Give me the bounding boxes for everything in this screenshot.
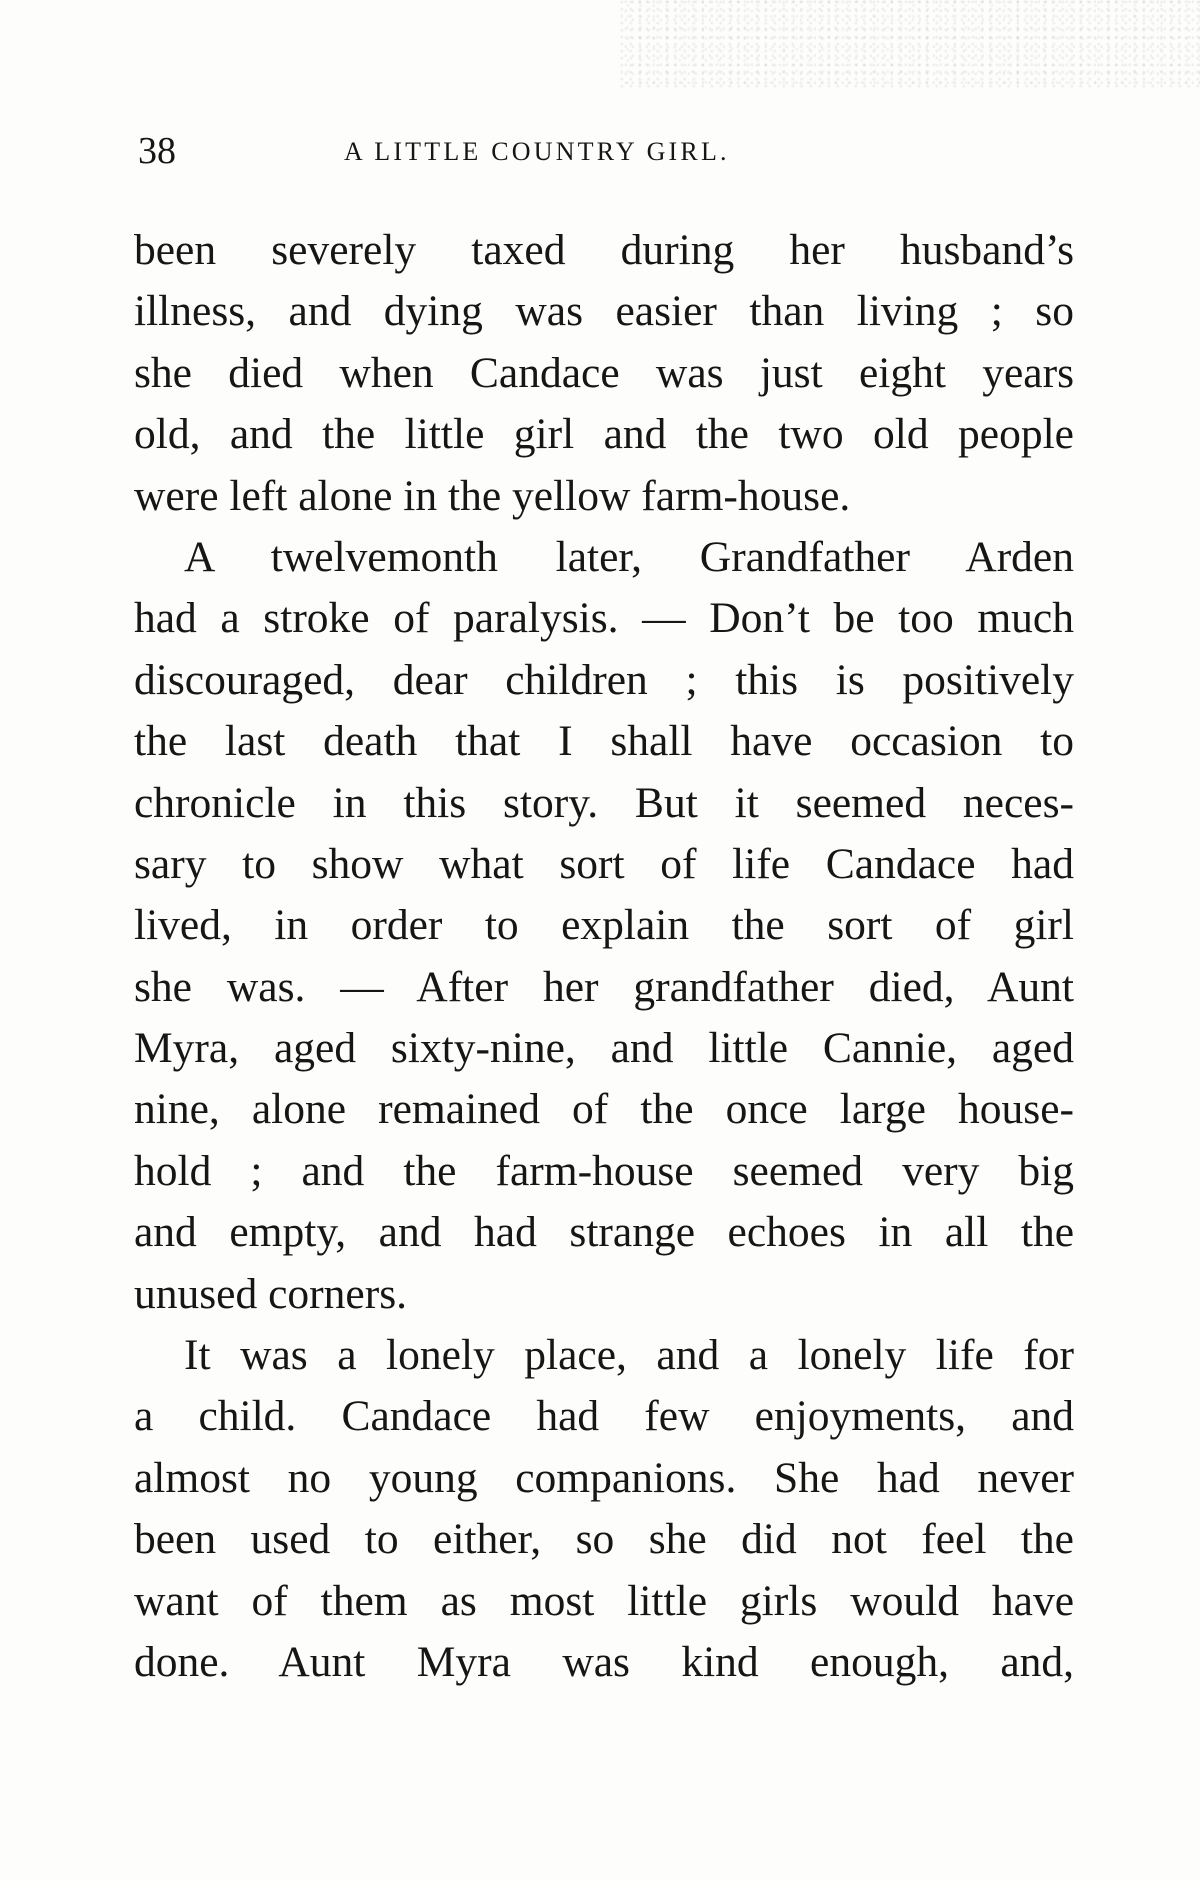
text-line: want of them as most little girls would have	[134, 1576, 1074, 1625]
text-line: sary to show what sort of life Candace had	[134, 839, 1074, 888]
page-number: 38	[138, 130, 176, 172]
text-line: illness, and dying was easier than living ; so	[134, 287, 1074, 336]
text-line: unused corners.	[134, 1269, 408, 1318]
text-line: lived, in order to explain the sort of girl	[134, 901, 1074, 950]
text-line: been severely taxed during her husband’s	[134, 226, 1074, 274]
text-line: the last death that I shall have occasion to	[134, 717, 1074, 766]
text-line: chronicle in this story. But it seemed neces-	[134, 778, 1074, 827]
text-line: almost no young companions. She had never	[134, 1453, 1074, 1502]
paper-speckle-decoration	[620, 0, 1200, 90]
text-line: she was. — After her grandfather died, Aunt	[134, 962, 1074, 1011]
text-line: Myra, aged sixty-nine, and little Cannie, aged	[134, 1024, 1074, 1073]
text-line: done. Aunt Myra was kind enough, and,	[134, 1637, 1074, 1686]
text-line: had a stroke of paralysis. — Don’t be too much	[134, 594, 1074, 643]
text-line: hold ; and the farm-house seemed very big	[134, 1146, 1074, 1195]
page-header	[138, 128, 1078, 174]
text-line: she died when Candace was just eight years	[134, 348, 1074, 397]
text-line: were left alone in the yellow farm-house.	[134, 471, 851, 520]
text-line: a child. Candace had few enjoyments, and	[134, 1392, 1074, 1441]
text-line: It was a lonely place, and a lonely life for	[184, 1331, 1074, 1380]
text-line: been used to either, so she did not feel the	[134, 1515, 1074, 1564]
text-line: old, and the little girl and the two old people	[134, 410, 1074, 459]
text-line: nine, alone remained of the once large house-	[134, 1085, 1074, 1134]
running-title: A LITTLE COUNTRY GIRL.	[344, 137, 730, 166]
text-line: and empty, and had strange echoes in all the	[134, 1208, 1074, 1257]
text-line: discouraged, dear children ; this is positively	[134, 655, 1074, 704]
text-line: A twelvemonth later, Grandfather Arden	[184, 532, 1074, 581]
body-text	[134, 220, 1074, 1693]
